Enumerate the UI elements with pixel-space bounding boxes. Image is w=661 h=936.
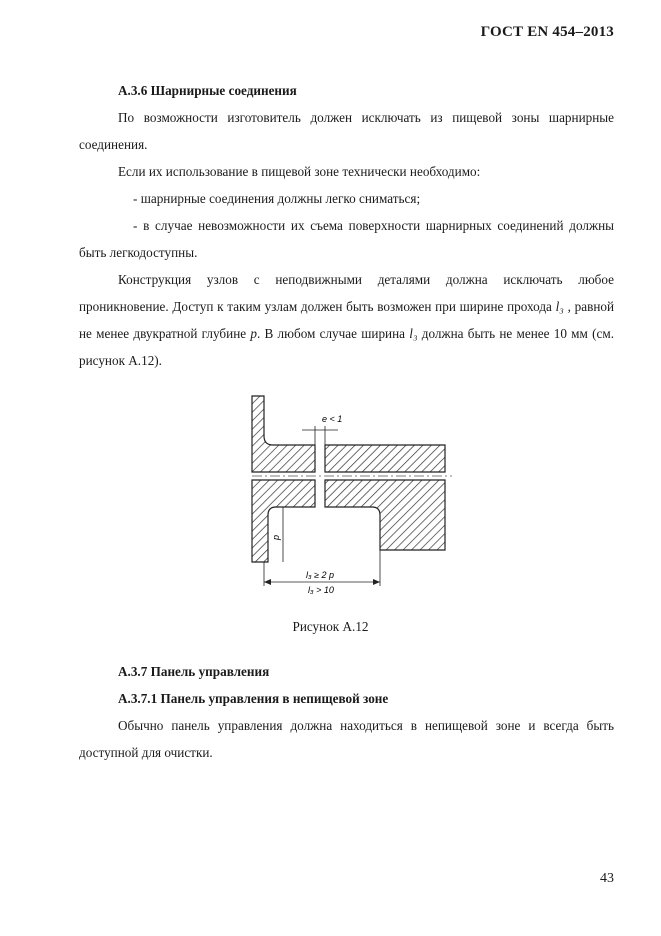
list-item: - шарнирные соединения должны легко сниматься; <box>133 191 421 206</box>
figure-label-l3-10: l₃ > 10 <box>308 585 334 595</box>
figure-label-e: e < 1 <box>322 414 343 424</box>
paragraph-text: , равной не менее двукратной глубине <box>79 299 615 341</box>
paragraph <box>79 266 614 374</box>
hatched-part-left <box>252 396 315 562</box>
math-symbol: p <box>250 326 257 341</box>
document-header: ГОСТ EN 454–2013 <box>480 24 614 40</box>
arrow-left <box>264 579 271 585</box>
paragraph: Обычно панель управления должна находиться в непищевой зоне и всегда быть доступной для очистки. <box>79 718 614 760</box>
paragraph-text: Конструкция узлов с неподвижными деталями должна исключать любое проникновение. Доступ к таким узлам должен быть возможен при ширине прохода <box>79 272 614 314</box>
paragraph-text: должна быть не менее 10 мм (см. рисунок А.12). <box>79 326 614 368</box>
section-heading: А.3.7 Панель управления <box>118 664 270 679</box>
figure-label-l3-min: l₃ ≥ 2 p <box>306 570 335 580</box>
subsection-heading: А.3.7.1 Панель управления в непищевой зоне <box>118 691 389 706</box>
paragraph-text: . В любом случае ширина <box>256 326 406 341</box>
list-item: - в случае невозможности их съема поверхности шарнирных соединений должны быть легкодоступны. <box>79 218 614 260</box>
section-heading: А.3.6 Шарнирные соединения <box>118 83 297 98</box>
figure-a12 <box>240 390 460 600</box>
paragraph: По возможности изготовитель должен исключать из пищевой зоны шарнирные соединения. <box>79 110 614 152</box>
page-number: 43 <box>600 871 614 886</box>
section-a36 <box>79 77 614 374</box>
hatched-part-right <box>325 445 445 550</box>
math-symbol: l₃ <box>409 326 418 341</box>
arrow-right <box>373 579 380 585</box>
section-a37 <box>79 658 614 766</box>
figure-label-p: p <box>271 534 281 540</box>
figure-caption: Рисунок А.12 <box>292 619 369 634</box>
math-symbol: l₃ <box>555 299 564 314</box>
paragraph: Если их использование в пищевой зоне технически необходимо: <box>118 164 481 179</box>
